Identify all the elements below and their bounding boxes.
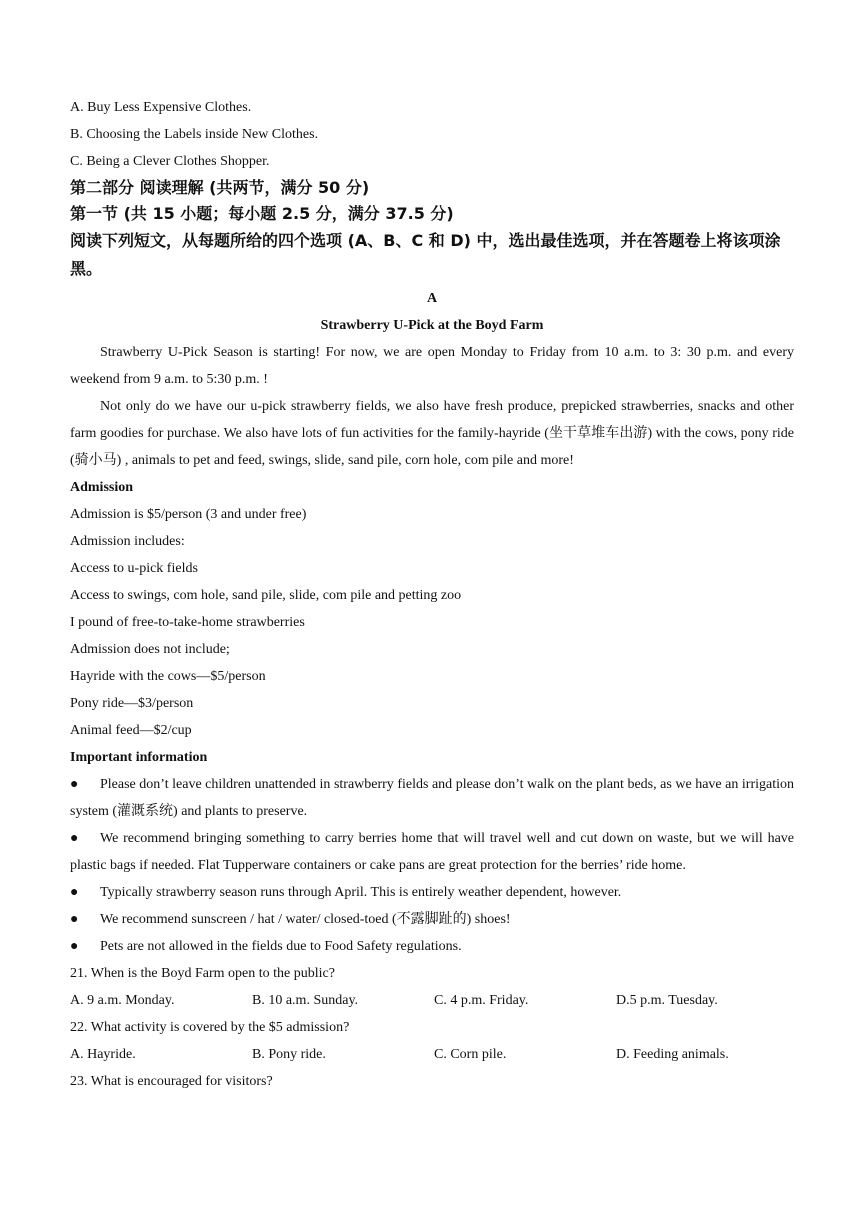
bullet-text: We recommend sunscreen / hat / water/ closed-toed (不露脚趾的) shoes! (100, 912, 511, 927)
bullet-text: Please don’t leave children unattended in strawberry fields and please don’t walk on the plant beds, as we have an irrigation system (灌溉系统) and plants to preserve. (70, 777, 794, 819)
previous-option-c: C. Being a Clever Clothes Shopper. (70, 154, 270, 169)
option-d: D.5 p.m. Tuesday. (616, 993, 718, 1008)
bullet-text: Typically strawberry season runs through April. This is entirely weather dependent, however. (100, 885, 622, 900)
option-c: C. 4 p.m. Friday. (434, 993, 529, 1008)
info-bullet (70, 879, 794, 906)
bullet-dot: ● (70, 885, 79, 900)
admission-line: I pound of free-to-take-home strawberries (70, 615, 305, 630)
info-heading: Important information (70, 750, 208, 765)
question-22-options (70, 1041, 794, 1068)
bullet-dot: ● (70, 912, 79, 927)
option-d: D. Feeding animals. (616, 1047, 729, 1062)
section1-heading: 第一节 (共 15 小题；每小题 2.5 分，满分 37.5 分) (70, 204, 454, 223)
admission-line: Admission is $5/person (3 and under free) (70, 507, 307, 522)
option-b: B. 10 a.m. Sunday. (252, 993, 359, 1008)
question-23-stem: 23. What is encouraged for visitors? (70, 1074, 273, 1089)
paragraph-2: Not only do we have our u-pick strawberry fields, we also have fresh produce, prepicked strawberries, snacks and other farm goodies for purchase. We also have lots of fun activities for the family-hayride (坐干草堆车出游) with the cows, pony ride (骑小马) , animals to pet and feed, swings, slide, sand pile, corn hole, com pile and more! (70, 399, 794, 468)
admission-line: Hayride with the cows—$5/person (70, 669, 266, 684)
passage-title: Strawberry U-Pick at the Boyd Farm (320, 318, 544, 333)
passage-letter: A (426, 291, 438, 306)
admission-line: Admission does not include; (70, 642, 230, 657)
info-bullet (70, 906, 794, 933)
part2-heading: 第二部分 阅读理解 (共两节，满分 50 分) (70, 178, 370, 197)
admission-line: Pony ride—$3/person (70, 696, 194, 711)
paragraph-1: Strawberry U-Pick Season is starting! For now, we are open Monday to Friday from 10 a.m. to 3: 30 p.m. and every weekend from 9 a.m. to 5:30 p.m. ! (70, 345, 794, 387)
previous-option-b: B. Choosing the Labels inside New Clothes. (70, 127, 319, 142)
info-bullet (70, 933, 794, 960)
instructions: 阅读下列短文，从每题所给的四个选项 (A、B、C 和 D) 中，选出最佳选项，并在答题卷上将该项涂黑。 (70, 231, 781, 278)
document-page (70, 94, 794, 1095)
admission-line: Access to u-pick fields (70, 561, 198, 576)
admission-line: Admission includes: (70, 534, 185, 549)
info-bullet (70, 825, 794, 879)
bullet-dot: ● (70, 777, 79, 792)
bullet-text: Pets are not allowed in the fields due to Food Safety regulations. (100, 939, 462, 954)
bullet-text: We recommend bringing something to carry berries home that will travel well and cut down on waste, but we will have plastic bags if needed. Flat Tupperware containers or cake pans are great protection for the berries’ ride home. (70, 831, 794, 873)
option-a: A. 9 a.m. Monday. (70, 993, 175, 1008)
bullet-dot: ● (70, 831, 79, 846)
info-bullet (70, 771, 794, 825)
option-c: C. Corn pile. (434, 1047, 507, 1062)
admission-line: Animal feed—$2/cup (70, 723, 192, 738)
bullet-dot: ● (70, 939, 79, 954)
option-a: A. Hayride. (70, 1047, 136, 1062)
option-b: B. Pony ride. (252, 1047, 326, 1062)
previous-option-a: A. Buy Less Expensive Clothes. (70, 100, 252, 115)
question-21-options (70, 987, 794, 1014)
question-21-stem: 21. When is the Boyd Farm open to the public? (70, 966, 335, 981)
admission-line: Access to swings, com hole, sand pile, slide, com pile and petting zoo (70, 588, 462, 603)
admission-heading: Admission (70, 480, 134, 495)
question-22-stem: 22. What activity is covered by the $5 admission? (70, 1020, 350, 1035)
